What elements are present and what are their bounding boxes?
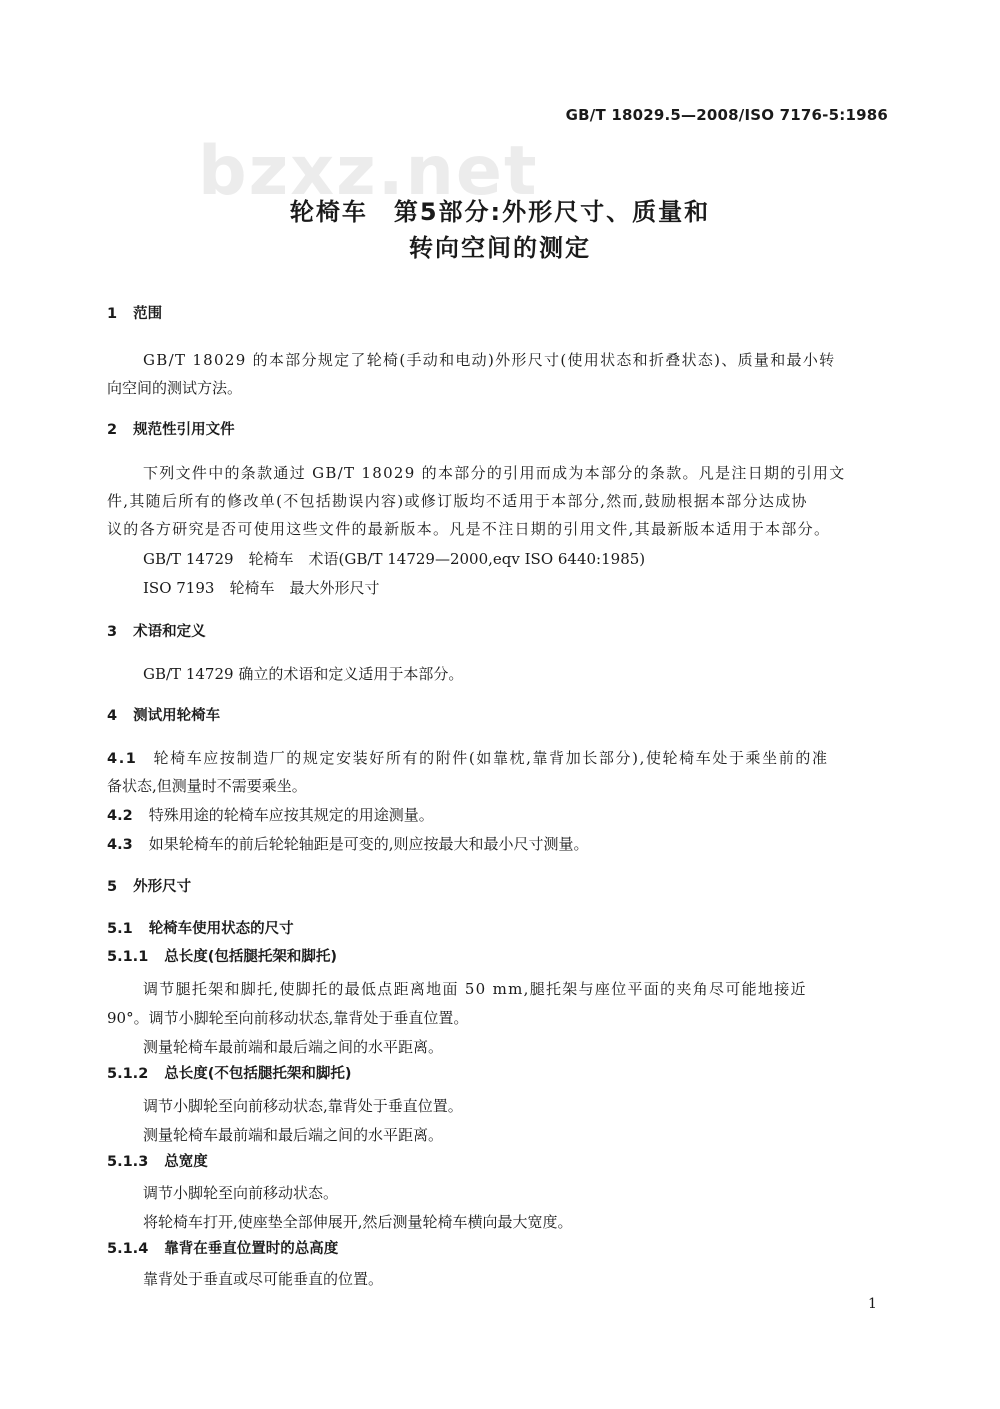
paragraph-line: 调节小脚轮至向前移动状态,靠背处于垂直位置。 xyxy=(143,1097,463,1115)
clause-number: 5.1.2 xyxy=(107,1066,149,1082)
paragraph-line: GB/T 18029 的本部分规定了轮椅(手动和电动)外形尺寸(使用状态和折叠状态)、质量和最小转 xyxy=(143,351,836,369)
paragraph-line: 议的各方研究是否可使用这些文件的最新版本。凡是不注日期的引用文件,其最新版本适用于本部分。 xyxy=(107,520,831,538)
section-title: 范围 xyxy=(133,306,163,322)
page-number: 1 xyxy=(868,1296,877,1312)
clause-text: 如果轮椅车的前后轮轮轴距是可变的,则应按最大和最小尺寸测量。 xyxy=(148,835,589,853)
section-number: 2 xyxy=(107,422,118,438)
section-4-heading xyxy=(107,706,220,726)
section-number: 5 xyxy=(107,879,118,895)
clause-number: 5.1.4 xyxy=(107,1241,149,1257)
paragraph-line: GB/T 14729 确立的术语和定义适用于本部分。 xyxy=(143,665,464,683)
standard-code: GB/T 18029.5—2008/ISO 7176-5:1986 xyxy=(565,106,888,124)
clause-4-1 xyxy=(107,748,829,769)
clause-5-1-1-heading xyxy=(107,947,337,967)
paragraph-line: 测量轮椅车最前端和最后端之间的水平距离。 xyxy=(143,1126,444,1144)
paragraph-line: 调节小脚轮至向前移动状态。 xyxy=(143,1184,339,1202)
paragraph-line: 90°。调节小脚轮至向前移动状态,靠背处于垂直位置。 xyxy=(107,1009,469,1027)
clause-number: 4.3 xyxy=(107,837,133,853)
clause-text: 特殊用途的轮椅车应按其规定的用途测量。 xyxy=(148,806,434,824)
clause-title: 总长度(不包括腿托架和脚托) xyxy=(164,1066,352,1082)
section-3-heading xyxy=(107,622,206,642)
clause-4-2 xyxy=(107,805,434,826)
paragraph-line: 备状态,但测量时不需要乘坐。 xyxy=(107,777,307,795)
clause-number: 4.2 xyxy=(107,808,133,824)
watermark: bzxz.net xyxy=(198,132,539,211)
clause-text: 轮椅车应按制造厂的规定安装好所有的附件(如靠枕,靠背加长部分),使轮椅车处于乘坐前的准 xyxy=(153,749,829,767)
paragraph-line: 下列文件中的条款通过 GB/T 18029 的本部分的引用而成为本部分的条款。凡是注日期的引用文 xyxy=(143,464,846,482)
section-title: 规范性引用文件 xyxy=(133,422,235,438)
section-1-heading xyxy=(107,304,162,324)
section-title: 术语和定义 xyxy=(133,624,206,640)
paragraph-line: 向空间的测试方法。 xyxy=(107,379,243,397)
section-title: 外形尺寸 xyxy=(133,879,192,895)
paragraph-line: 件,其随后所有的修改单(不包括勘误内容)或修订版均不适用于本部分,然而,鼓励根据本部分达成协 xyxy=(107,492,808,510)
section-5-heading xyxy=(107,877,191,897)
normative-reference: ISO 7193 轮椅车 最大外形尺寸 xyxy=(143,579,380,597)
clause-4-3 xyxy=(107,834,588,855)
doc-title-line2: 转向空间的测定 xyxy=(409,234,591,262)
clause-title: 靠背在垂直位置时的总高度 xyxy=(164,1241,339,1257)
clause-title: 轮椅车使用状态的尺寸 xyxy=(148,921,294,937)
normative-reference: GB/T 14729 轮椅车 术语(GB/T 14729—2000,eqv ISO 6440:1985) xyxy=(143,550,646,568)
paragraph-line: 测量轮椅车最前端和最后端之间的水平距离。 xyxy=(143,1038,444,1056)
clause-number: 5.1.1 xyxy=(107,949,149,965)
doc-title-line1: 轮椅车 第5部分:外形尺寸、质量和 xyxy=(289,198,711,226)
section-number: 4 xyxy=(107,708,118,724)
clause-5-1-2-heading xyxy=(107,1064,352,1084)
paragraph-line: 将轮椅车打开,使座垫全部伸展开,然后测量轮椅车横向最大宽度。 xyxy=(143,1213,573,1231)
clause-5-1-heading xyxy=(107,919,294,939)
section-number: 1 xyxy=(107,306,118,322)
section-number: 3 xyxy=(107,624,118,640)
clause-number: 4.1 xyxy=(107,751,138,767)
clause-number: 5.1.3 xyxy=(107,1154,149,1170)
clause-title: 总长度(包括腿托架和脚托) xyxy=(164,949,338,965)
clause-5-1-3-heading xyxy=(107,1152,208,1172)
section-2-heading xyxy=(107,420,235,440)
clause-5-1-4-heading xyxy=(107,1239,338,1259)
paragraph-line: 调节腿托架和脚托,使脚托的最低点距离地面 50 mm,腿托架与座位平面的夹角尽可能地接近 xyxy=(143,980,807,998)
section-title: 测试用轮椅车 xyxy=(133,708,221,724)
paragraph-line: 靠背处于垂直或尽可能垂直的位置。 xyxy=(143,1270,384,1288)
clause-title: 总宽度 xyxy=(164,1154,208,1170)
clause-number: 5.1 xyxy=(107,921,133,937)
